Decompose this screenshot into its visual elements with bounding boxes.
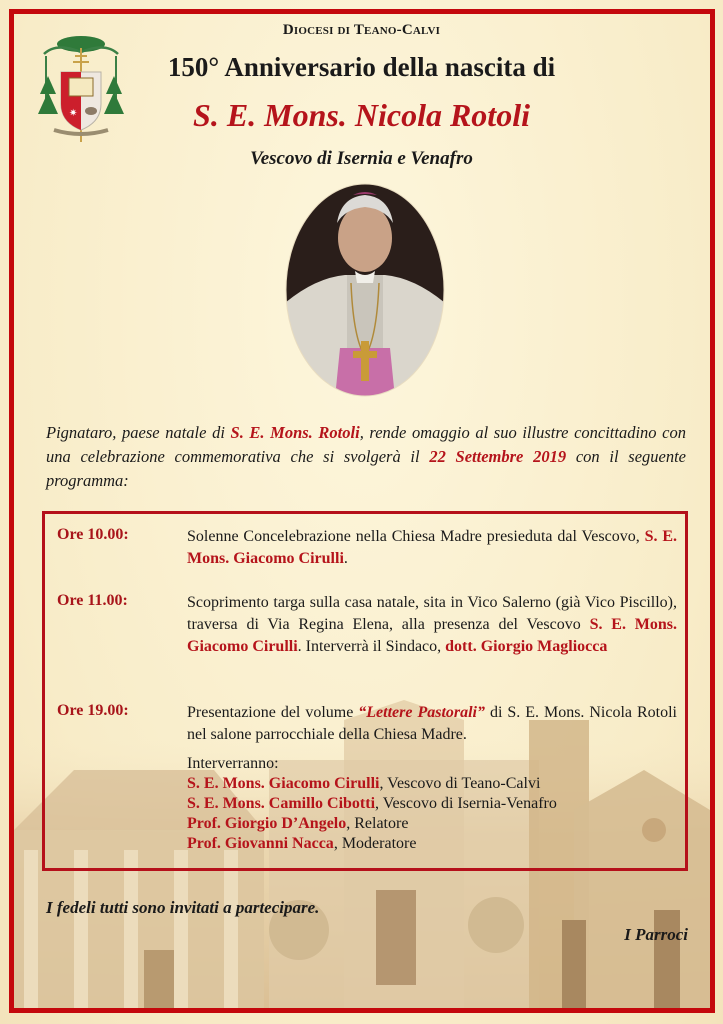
program-description <box>187 526 677 570</box>
book-title: “Lettere Pastorali” <box>358 704 485 721</box>
diocese-label: Diocesi di Teano-Calvi <box>282 22 441 38</box>
program-time: Ore 19.00: <box>57 702 129 719</box>
speaker-item <box>187 774 677 794</box>
program-highlight: dott. Giorgio Magliocca <box>445 638 608 655</box>
speaker-item <box>187 834 677 854</box>
intro-highlight-name: S. E. Mons. Rotoli <box>230 423 360 442</box>
program-text: . Interverrà il Sindaco, <box>297 638 446 655</box>
signature: I Parroci <box>624 925 688 944</box>
intro-paragraph <box>46 421 686 493</box>
program-text: Solenne Concelebrazione nella Chiesa Madre presieduta dal Vescovo, <box>187 528 645 545</box>
speaker-role: , Vescovo di Isernia-Venafro <box>375 795 557 812</box>
speaker-name: Prof. Giorgio D’Angelo <box>187 815 347 832</box>
program-time: Ore 11.00: <box>57 592 128 609</box>
svg-text:✷: ✷ <box>69 108 78 119</box>
program-text: Scoprimento targa sulla casa natale, sita in Vico Salerno (già Vico Piscillo), traversa di Via Regina Elena, alla presenza del Vescovo <box>187 594 677 633</box>
speaker-name: S. E. Mons. Giacomo Cirulli <box>187 775 380 792</box>
program-text: di S. E. Mons. Nicola Rotoli nel salone parrocchiale della Chiesa Madre. <box>187 704 677 743</box>
bishop-name: S. E. Mons. Nicola Rotoli <box>193 97 530 133</box>
program-highlight: S. E. Mons. Giacomo Cirulli <box>187 528 677 567</box>
speaker-item <box>187 794 677 814</box>
speaker-role: , Moderatore <box>333 835 417 852</box>
speaker-role: , Vescovo di Teano-Calvi <box>379 775 541 792</box>
intro-text: Pignataro, paese natale di <box>46 423 231 442</box>
intro-text: con il seguente programma: <box>46 447 686 490</box>
speaker-item <box>187 814 677 834</box>
closing-invitation: I fedeli tutti sono invitati a partecipare. <box>46 898 320 917</box>
intro-text: , rende omaggio al suo illustre concittadino con una celebrazione commemorativa che si svolgerà il <box>46 423 686 466</box>
anniversary-title: 150° Anniversario della nascita di <box>167 52 556 82</box>
speaker-name: S. E. Mons. Camillo Cibotti <box>187 795 376 812</box>
program-time: Ore 10.00: <box>57 526 129 543</box>
program-text: . <box>343 550 348 567</box>
program-text: Presentazione del volume <box>187 704 359 721</box>
speakers-list <box>187 754 677 854</box>
program-description <box>187 592 677 658</box>
event-date: 22 Settembre 2019 <box>429 447 567 466</box>
speaker-name: Prof. Giovanni Nacca <box>187 835 334 852</box>
bishop-portrait-image <box>285 183 445 398</box>
program-box <box>42 511 688 871</box>
speaker-role: , Relatore <box>346 815 409 832</box>
program-highlight: S. E. Mons. Giacomo Cirulli <box>187 616 677 655</box>
speakers-label: Interverranno: <box>187 755 279 772</box>
bishop-subtitle: Vescovo di Isernia e Venafro <box>250 148 473 169</box>
program-description <box>187 702 677 854</box>
